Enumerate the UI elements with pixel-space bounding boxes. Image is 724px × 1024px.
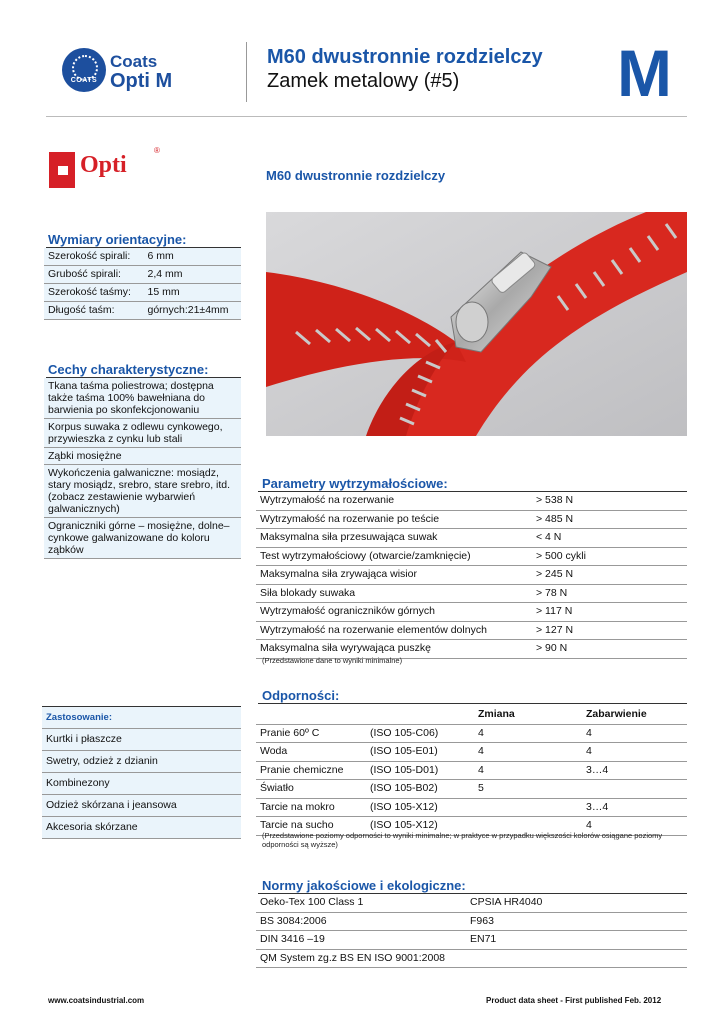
table-row (256, 780, 687, 799)
table-row (44, 465, 241, 518)
registered-mark: ® (154, 146, 160, 155)
param-value: > 485 N (532, 510, 687, 529)
param-value: < 4 N (532, 529, 687, 548)
res-label: Tarcie na mokro (256, 798, 366, 817)
strength-note: (Przedstawione dane to wyniki minimalne) (262, 656, 403, 665)
norm-b: CPSIA HR4040 (466, 894, 687, 912)
res-change: 4 (474, 724, 582, 743)
footer-info: Product data sheet - First published Feb. 2012 (486, 996, 662, 1005)
use-item: Swetry, odzież z dzianin (42, 751, 241, 773)
table-row (256, 949, 687, 968)
res-label: Pranie 60º C (256, 724, 366, 743)
dim-value: 6 mm (143, 248, 241, 266)
param-label: Test wytrzymałościowy (otwarcie/zamknięcie) (256, 547, 532, 566)
feature-item: Ząbki mosiężne (44, 448, 241, 465)
table-row (256, 492, 687, 510)
res-stain: 4 (582, 817, 687, 836)
table-row (256, 724, 687, 743)
dimensions-title: Wymiary orientacyjne: (48, 232, 187, 247)
res-label: Tarcie na sucho (256, 817, 366, 836)
table-row (256, 566, 687, 585)
table-row (44, 518, 241, 559)
feature-item: Ograniczniki górne – mosiężne, dolne–cynkowe galwanizowane do koloru ząbków (44, 518, 241, 559)
res-std: (ISO 105-C06) (366, 724, 474, 743)
res-change: 4 (474, 743, 582, 762)
norm-a: Oeko-Tex 100 Class 1 (256, 894, 466, 912)
res-stain: 3…4 (582, 798, 687, 817)
res-std: (ISO 105-D01) (366, 761, 474, 780)
coats-logo-text: COATS (70, 77, 98, 84)
res-std: (ISO 105-E01) (366, 743, 474, 762)
table-row (256, 912, 687, 931)
norm-a: DIN 3416 –19 (256, 931, 466, 950)
norm-b: F963 (466, 912, 687, 931)
feature-item: Korpus suwaka z odlewu cynkowego, przywieszka z cynku lub stali (44, 419, 241, 448)
norms-table (256, 894, 687, 968)
table-row (256, 584, 687, 603)
param-value: > 90 N (532, 640, 687, 659)
table-row (42, 795, 241, 817)
param-value: > 78 N (532, 584, 687, 603)
table-row (44, 302, 241, 320)
norm-b: EN71 (466, 931, 687, 950)
col-change-header: Zmiana (474, 706, 582, 724)
norms-title: Normy jakościowe i ekologiczne: (262, 878, 466, 893)
brand-optim: Opti M (110, 70, 173, 92)
dim-value: 2,4 mm (143, 266, 241, 284)
res-label: Światło (256, 780, 366, 799)
dim-label: Grubość spirali: (44, 266, 143, 284)
use-item: Akcesoria skórzane (42, 817, 241, 839)
res-std: (ISO 105-B02) (366, 780, 474, 799)
coats-logo-ring-icon (72, 55, 98, 81)
feature-item: Tkana taśma poliestrowa; dostępna także taśma 100% bawełniana do barwienia po skonfekcjonowaniu (44, 378, 241, 419)
uses-table (42, 707, 241, 839)
header-divider (246, 42, 247, 102)
res-change (474, 798, 582, 817)
table-row (42, 751, 241, 773)
dim-value: górnych:21±4mm (143, 302, 241, 320)
footer-website[interactable]: www.coatsindustrial.com (48, 996, 145, 1005)
resistance-table (256, 706, 687, 836)
dim-label: Szerokość taśmy: (44, 284, 143, 302)
table-row (44, 378, 241, 419)
dim-value: 15 mm (143, 284, 241, 302)
param-label: Siła blokady suwaka (256, 584, 532, 603)
param-value: > 245 N (532, 566, 687, 585)
res-std: (ISO 105-X12) (366, 798, 474, 817)
res-stain (582, 780, 687, 799)
table-row (44, 419, 241, 448)
table-row (256, 510, 687, 529)
strength-table (256, 492, 687, 659)
norm-a: QM System zg.z BS EN ISO 9001:2008 (256, 949, 466, 968)
res-label: Pranie chemiczne (256, 761, 366, 780)
zipper-image (266, 212, 687, 436)
table-row (256, 743, 687, 762)
category-badge: M (617, 36, 672, 110)
table-row (44, 284, 241, 302)
param-value: > 538 N (532, 492, 687, 510)
use-item: Kurtki i płaszcze (42, 729, 241, 751)
param-label: Maksymalna siła wyrywająca puszkę (256, 640, 532, 659)
table-row (42, 773, 241, 795)
param-label: Maksymalna siła zrywająca wisior (256, 566, 532, 585)
norm-b (466, 949, 687, 968)
features-title: Cechy charakterystyczne: (48, 362, 209, 377)
use-item: Odzież skórzana i jeansowa (42, 795, 241, 817)
param-value: > 117 N (532, 603, 687, 622)
resistance-rule (258, 703, 687, 704)
table-row (256, 798, 687, 817)
param-value: > 500 cykli (532, 547, 687, 566)
res-stain: 4 (582, 743, 687, 762)
header-rule (46, 116, 687, 117)
table-row (42, 729, 241, 751)
opti-logo-notch (58, 166, 68, 175)
opti-logo-text: Opti (80, 152, 127, 178)
param-label: Wytrzymałość ograniczników górnych (256, 603, 532, 622)
table-row (256, 547, 687, 566)
uses-title: Zastosowanie: (42, 707, 241, 729)
table-header-row (42, 707, 241, 729)
res-std: (ISO 105-X12) (366, 817, 474, 836)
table-row (256, 621, 687, 640)
param-label: Wytrzymałość na rozerwanie (256, 492, 532, 510)
res-stain: 3…4 (582, 761, 687, 780)
res-label: Woda (256, 743, 366, 762)
resistance-note: (Przedstawione poziomy odporności to wyniki minimalne; w praktyce w przypadku większości kolorów osiągane poziomy odporności są wyższe) (262, 831, 663, 849)
norm-a: BS 3084:2006 (256, 912, 466, 931)
param-label: Wytrzymałość na rozerwanie po teście (256, 510, 532, 529)
table-row (256, 931, 687, 950)
table-header-row (256, 706, 687, 724)
resistance-title: Odporności: (262, 688, 340, 703)
page-title: M60 dwustronnie rozdzielczy (267, 46, 543, 68)
feature-item: Wykończenia galwaniczne: mosiądz, stary mosiądz, srebro, stare srebro, itd. (zobacz zestawienie wybarwień galwanicznych) (44, 465, 241, 518)
use-item: Kombinezony (42, 773, 241, 795)
table-row (44, 266, 241, 284)
table-row (256, 761, 687, 780)
dimensions-table (44, 248, 241, 320)
res-change: 5 (474, 780, 582, 799)
page-subtitle: Zamek metalowy (#5) (267, 70, 460, 92)
dim-label: Długość taśm: (44, 302, 143, 320)
param-label: Wytrzymałość na rozerwanie elementów dolnych (256, 621, 532, 640)
zipper-photo (266, 212, 687, 436)
res-change: 4 (474, 761, 582, 780)
coats-logo (62, 48, 106, 92)
table-row (42, 817, 241, 839)
table-row (256, 894, 687, 912)
param-value: > 127 N (532, 621, 687, 640)
table-row (256, 529, 687, 548)
dim-label: Szerokość spirali: (44, 248, 143, 266)
table-row (44, 248, 241, 266)
features-table (44, 378, 241, 559)
table-row (44, 448, 241, 465)
brand-coats: Coats (110, 52, 158, 71)
product-subhead: M60 dwustronnie rozdzielczy (266, 168, 446, 183)
strength-title: Parametry wytrzymałościowe: (262, 476, 448, 491)
res-stain: 4 (582, 724, 687, 743)
table-row (256, 603, 687, 622)
col-stain-header: Zabarwienie (582, 706, 687, 724)
param-label: Maksymalna siła przesuwająca suwak (256, 529, 532, 548)
